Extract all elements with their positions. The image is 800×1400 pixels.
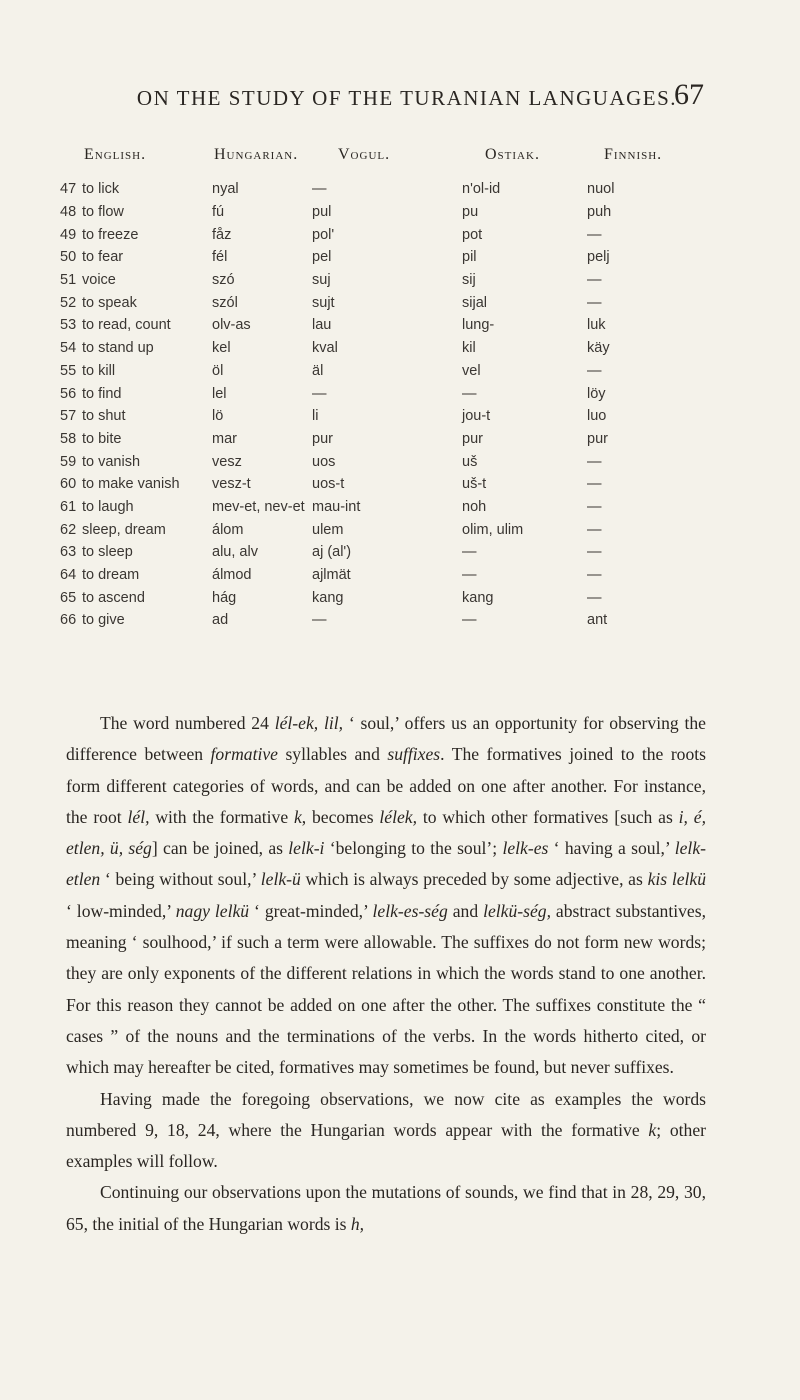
cell-vogul: li [312,408,319,425]
cell-finnish: puh [587,204,612,221]
cell-english: to ascend [82,589,145,606]
column-header-finnish: Finnish. [604,146,663,163]
cell-num: 60 [60,476,77,493]
cell-hungarian: kel [212,340,231,357]
cell-english: to stand up [82,340,154,357]
cell-ostiak: — [462,567,477,584]
cell-english: to read, count [82,317,171,334]
cell-hungarian: álom [212,521,244,538]
column-header-hungarian: Hungarian. [214,146,299,163]
table-row [60,201,707,224]
table-row [60,405,707,428]
cell-finnish: — [587,567,602,584]
table-row [60,314,707,337]
cell-english: to find [82,385,122,402]
cell-num: 51 [60,272,77,289]
cell-vogul: lau [312,317,332,334]
cell-finnish: — [587,226,602,243]
cell-ostiak: jou-t [462,408,491,425]
cell-finnish: ant [587,612,608,629]
cell-english: to laugh [82,498,134,515]
cell-vogul: ulem [312,521,344,538]
cell-num: 62 [60,521,77,538]
cell-ostiak: sijal [462,294,487,311]
cell-hungarian: fåz [212,226,232,243]
cell-ostiak: — [462,544,477,561]
cell-ostiak: olim, ulim [462,521,524,538]
cell-num: 58 [60,430,77,447]
cell-num: 65 [60,589,77,606]
cell-english: to vanish [82,453,141,470]
cell-finnish: luo [587,408,607,425]
cell-vogul: kval [312,340,338,357]
cell-english: to sleep [82,544,133,561]
cell-hungarian: vesz-t [212,476,251,493]
cell-vogul: — [312,181,327,198]
cell-num: 55 [60,362,77,379]
cell-num: 61 [60,498,77,515]
cell-ostiak: lung- [462,317,495,334]
cell-ostiak: kang [462,589,494,606]
cell-hungarian: vesz [212,453,242,470]
cell-ostiak: uš [462,453,478,470]
cell-ostiak: noh [462,498,487,515]
table-row [60,223,707,246]
cell-ostiak: vel [462,362,481,379]
cell-finnish: nuol [587,181,615,198]
cell-num: 53 [60,317,77,334]
cell-finnish: — [587,294,602,311]
paragraph: Continuing our observations upon the mutations of sounds, we find that in 28, 29, 30, 65, the initial of the Hungarian words is h, [66,1182,706,1234]
cell-hungarian: álmod [212,567,252,584]
cell-hungarian: alu, alv [212,544,258,561]
cell-finnish: — [587,272,602,289]
cell-vogul: ajlmät [312,567,351,584]
cell-english: to lick [82,181,120,198]
cell-vogul: uos [312,453,336,470]
cell-hungarian: mev-et, nev-et [212,498,305,515]
cell-num: 66 [60,612,77,629]
cell-finnish: pelj [587,249,610,266]
table-row [60,473,707,496]
cell-ostiak: n'ol-id [462,181,501,198]
cell-english: to flow [82,204,124,221]
cell-ostiak: pil [462,249,477,266]
cell-english: voice [82,272,116,289]
cell-finnish: — [587,589,602,606]
table-row [60,269,707,292]
cell-ostiak: pot [462,226,483,243]
cell-finnish: — [587,544,602,561]
running-title: ON THE STUDY OF THE TURANIAN LANGUAGES. [136,86,678,110]
cell-english: to make vanish [82,476,180,493]
paragraph: The word numbered 24 lél-ek, lil, ‘ soul,’ offers us an opportunity for observing the difference between formative syllables and suffixes. The formatives joined to the roots form different categories of words, and can be added on one after another. For instance, the root lél, with the formative k, becomes lélek, to which other formatives [such as i, é, etlen, ü, ség] can be joined, as lelk-i ‘belonging to the soul’; lelk-es ‘ having a soul,’ lelk-etlen ‘ being without soul,’ lelk-ü which is always preceded by some adjective, as kis lelkü ‘ low-minded,’ nagy lelkü ‘ great-minded,’ lelk-es-ség and lelkü-ség, abstract substantives, meaning ‘ soulhood,’ if such a term were allowable. The suffixes do not form new words; they are only exponents of the different relations in which the words stand to one another. For this reason they cannot be added on one after the other. The suffixes constitute the “ cases ” of the nouns and the terminations of the verbs. In the words hitherto cited, or which may hereafter be cited, formatives may sometimes be found, but never suffixes. [66,713,707,1078]
cell-vogul: uos-t [312,476,345,493]
cell-hungarian: fú [212,204,225,221]
vocabulary-table [60,178,707,632]
cell-ostiak: sij [462,272,476,289]
cell-hungarian: szó [212,272,235,289]
cell-hungarian: öl [212,362,224,379]
cell-vogul: äl [312,362,324,379]
cell-num: 57 [60,408,77,425]
cell-num: 64 [60,567,77,584]
cell-english: to shut [82,408,126,425]
cell-num: 50 [60,249,77,266]
cell-finnish: — [587,498,602,515]
table-row [60,360,707,383]
table-row [60,450,707,473]
cell-english: to give [82,612,125,629]
cell-english: to speak [82,294,137,311]
cell-ostiak: uš-t [462,476,487,493]
page-number: 67 [674,78,704,111]
cell-hungarian: fél [212,249,228,266]
cell-num: 56 [60,385,77,402]
table-row [60,609,707,632]
column-header-ostiak: Ostiak. [485,146,540,163]
cell-num: 52 [60,294,77,311]
cell-ostiak: pu [462,204,479,221]
cell-english: to kill [82,362,116,379]
cell-vogul: pel [312,249,332,266]
cell-vogul: pol' [312,226,335,243]
cell-num: 54 [60,340,77,357]
cell-finnish: — [587,453,602,470]
cell-ostiak: kil [462,340,476,357]
paragraph: Having made the foregoing observations, we now cite as examples the words numbered 9, 18, 24, where the Hungarian words appear with the formative k; other examples will follow. [66,1088,706,1172]
cell-finnish: — [587,521,602,538]
cell-ostiak: pur [462,430,483,447]
cell-hungarian: hág [212,589,237,606]
table-row [60,564,707,587]
table-row [60,178,707,201]
cell-english: to dream [82,567,140,584]
cell-finnish: luk [587,317,606,334]
cell-hungarian: ad [212,612,229,629]
cell-finnish: käy [587,340,610,357]
table-row [60,382,707,405]
cell-vogul: aj (al') [312,544,352,561]
cell-finnish: — [587,476,602,493]
table-row [60,518,707,541]
cell-num: 59 [60,453,77,470]
cell-num: 47 [60,181,77,198]
cell-vogul: kang [312,589,344,606]
cell-vogul: pul [312,204,332,221]
cell-english: to fear [82,249,124,266]
table-row [60,337,707,360]
cell-hungarian: lö [212,408,224,425]
cell-english: to bite [82,430,122,447]
cell-vogul: sujt [312,294,335,311]
cell-ostiak: — [462,385,477,402]
table-row [60,291,707,314]
cell-english: sleep, dream [82,521,166,538]
table-row [60,428,707,451]
column-header-english: English. [84,146,147,163]
cell-hungarian: lel [212,385,227,402]
table-row [60,496,707,519]
table-row [60,541,707,564]
cell-finnish: — [587,362,602,379]
cell-finnish: löy [587,385,606,402]
cell-hungarian: olv-as [212,317,251,334]
cell-vogul: — [312,612,327,629]
body-text [66,708,706,1240]
cell-vogul: suj [312,272,331,289]
table-row [60,586,707,609]
cell-num: 49 [60,226,77,243]
cell-num: 48 [60,204,77,221]
column-header-vogul: Vogul. [338,146,391,163]
cell-vogul: mau-int [312,498,361,515]
cell-english: to freeze [82,226,139,243]
cell-hungarian: nyal [212,181,239,198]
cell-num: 63 [60,544,77,561]
cell-vogul: — [312,385,327,402]
cell-hungarian: mar [212,430,237,447]
cell-vogul: pur [312,430,333,447]
table-row [60,246,707,269]
cell-finnish: pur [587,430,608,447]
cell-ostiak: — [462,612,477,629]
cell-hungarian: szól [212,294,238,311]
